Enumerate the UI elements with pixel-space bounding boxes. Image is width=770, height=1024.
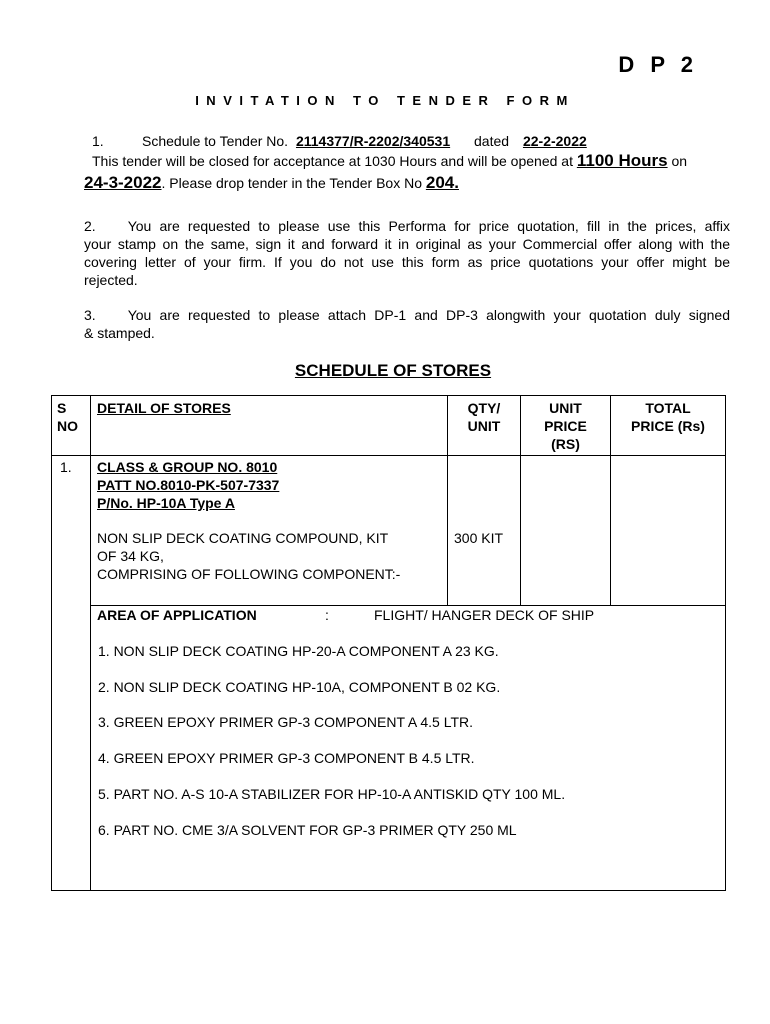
component-item: 3. GREEN EPOXY PRIMER GP-3 COMPONENT A 4.5 LTR. xyxy=(98,714,473,730)
area-value: FLIGHT/ HANGER DECK OF SHIP xyxy=(374,607,595,623)
para2-line2: your stamp on the same, sign it and forward it in original as your Commercial offer along with the xyxy=(84,236,730,252)
header-total-price-line2: PRICE (Rs) xyxy=(631,418,705,434)
para3-text1: You are requested to please attach DP-1 and DP-3 alongwith your quotation duly signed xyxy=(127,307,730,323)
tender-box-number: 204. xyxy=(425,173,459,192)
item-qty: 300 KIT xyxy=(454,530,504,546)
para2-text1: You are requested to please use this Performa for price quotation, fill in the prices, affix xyxy=(127,218,730,234)
header-sno-line1: S xyxy=(57,400,67,416)
header-sno-line2: NO xyxy=(57,418,78,434)
table-left-border xyxy=(51,395,52,891)
item-description xyxy=(97,529,400,583)
header-sno xyxy=(57,399,78,435)
header-qty-line1: QTY/ xyxy=(467,400,501,416)
para3-line1 xyxy=(84,306,730,324)
table-header-bottom xyxy=(51,455,726,456)
para2 xyxy=(84,217,730,289)
table-right-border xyxy=(725,395,726,891)
schedule-title: SCHEDULE OF STORES xyxy=(294,361,492,380)
component-item: 5. PART NO. A-S 10-A STABILIZER FOR HP-10-A ANTISKID QTY 100 ML. xyxy=(98,786,566,802)
tender-number: 2114377/R-2202/340531 xyxy=(295,133,451,149)
para1-number: 1. xyxy=(92,133,104,149)
para1-line2 xyxy=(92,150,687,172)
patt-number: PATT NO.8010-PK-507-7337 xyxy=(97,477,280,493)
class-group: CLASS & GROUP NO. 8010 xyxy=(97,459,278,475)
header-unit-price-line3: (RS) xyxy=(551,436,580,452)
table-top-border xyxy=(51,395,726,396)
para2-number: 2. xyxy=(84,218,96,234)
para2-line4: rejected. xyxy=(84,272,138,288)
tender-date: 22-2-2022 xyxy=(522,133,587,149)
header-qty-line2: UNIT xyxy=(467,418,501,434)
component-item: 2. NON SLIP DECK COATING HP-10A, COMPONENT B 02 KG. xyxy=(98,679,501,695)
para3-line2: & stamped. xyxy=(84,325,155,341)
header-unit-price xyxy=(521,399,610,453)
item-identifiers xyxy=(97,458,279,512)
component-item: 1. NON SLIP DECK COATING HP-20-A COMPONENT A 23 KG. xyxy=(98,643,499,659)
header-unit-price-line1: UNIT xyxy=(549,400,582,416)
dated-label: dated xyxy=(474,133,510,149)
row-sno: 1. xyxy=(60,459,72,475)
para2-line1 xyxy=(84,217,730,235)
sno-divider xyxy=(90,395,91,891)
schedule-prefix: Schedule to Tender No. xyxy=(142,133,289,149)
desc-line2: OF 34 KG, xyxy=(97,548,164,564)
component-item: 6. PART NO. CME 3/A SOLVENT FOR GP-3 PRIMER QTY 250 ML xyxy=(98,822,517,838)
header-total-price xyxy=(611,399,725,435)
para1-line3 xyxy=(84,171,459,195)
desc-line3: COMPRISING OF FOLLOWING COMPONENT:- xyxy=(97,566,401,582)
desc-line1: NON SLIP DECK COATING COMPOUND, KIT xyxy=(97,530,389,546)
header-total-price-line1: TOTAL xyxy=(645,400,691,416)
header-qty xyxy=(448,399,520,435)
document-code: D P 2 xyxy=(618,52,698,77)
opening-time: 1100 Hours xyxy=(576,151,668,170)
form-title: INVITATION TO TENDER FORM xyxy=(195,93,575,108)
opening-on: on xyxy=(671,153,688,169)
table-bottom-border xyxy=(51,890,726,891)
header-unit-price-line2: PRICE xyxy=(544,418,587,434)
para3 xyxy=(84,306,730,342)
header-detail: DETAIL OF STORES xyxy=(97,400,231,416)
para2-line3: covering letter of your firm. If you do not use this form as price quotations your offer might be xyxy=(84,254,730,270)
area-colon: : xyxy=(325,607,329,623)
component-item: 4. GREEN EPOXY PRIMER GP-3 COMPONENT B 4.5 LTR. xyxy=(98,750,475,766)
tender-box-text: . Please drop tender in the Tender Box No xyxy=(161,175,422,191)
para1-line1 xyxy=(142,132,587,150)
closing-text: This tender will be closed for acceptance at 1030 Hours and will be opened at xyxy=(92,153,573,169)
opening-date: 24-3-2022 xyxy=(84,173,162,192)
area-label: AREA OF APPLICATION xyxy=(97,607,257,623)
para3-number: 3. xyxy=(84,307,96,323)
part-number: P/No. HP-10A Type A xyxy=(97,495,235,511)
